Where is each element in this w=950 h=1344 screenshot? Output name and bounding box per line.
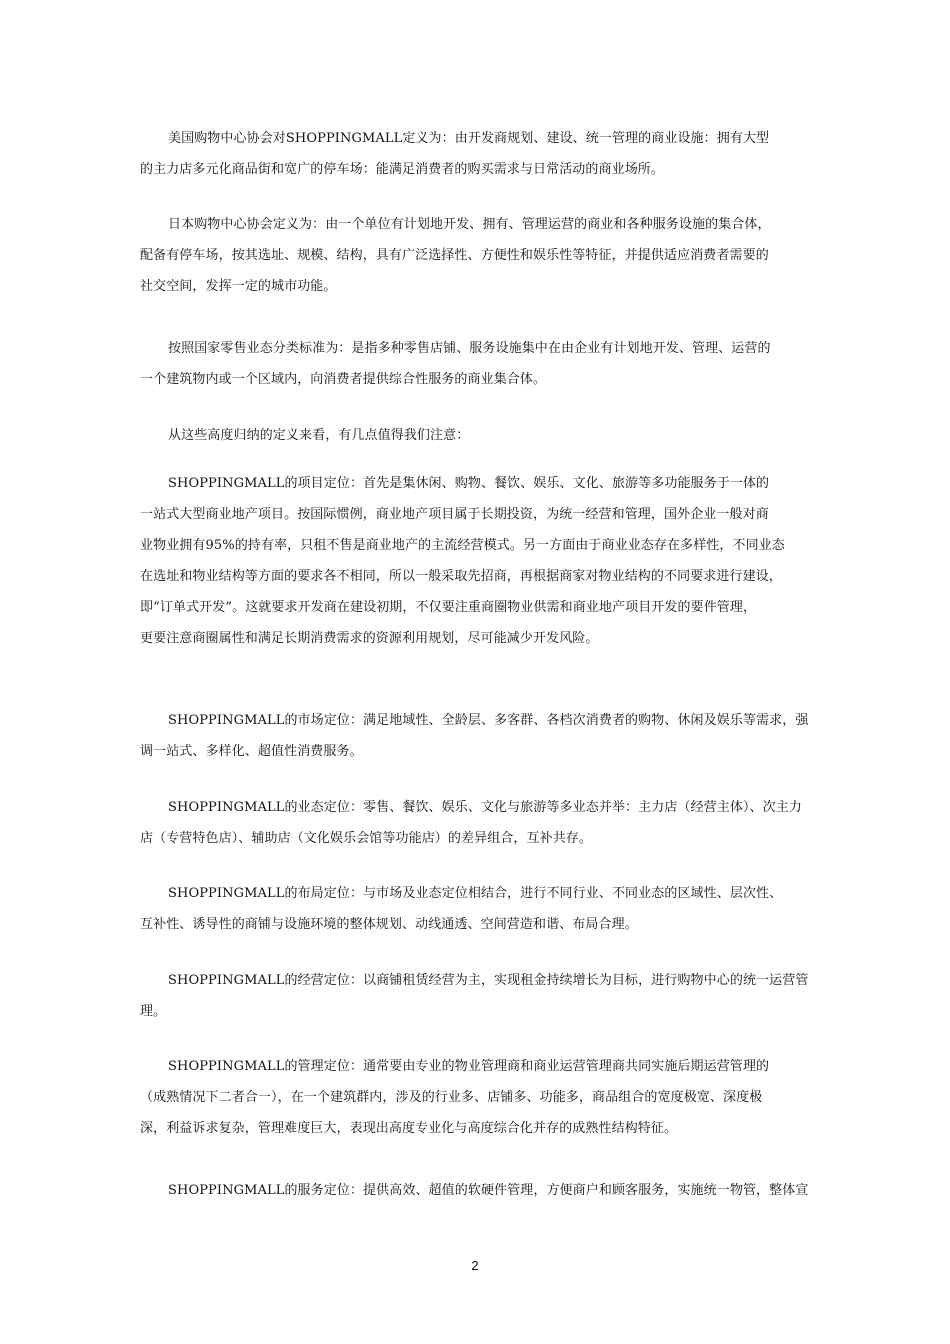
text-line: 社交空间，发挥一定的城市功能。 (140, 279, 337, 294)
paragraph-format-positioning (140, 792, 816, 854)
text-line: 互补性、诱导性的商铺与设施环境的整体规划、动线通透、空间营造和谐、布局合理。 (140, 917, 638, 932)
text-line: 更要注意商圈属性和满足长期消费需求的资源利用规划，尽可能减少开发风险。 (140, 631, 599, 646)
paragraph-market-positioning (140, 705, 816, 767)
text-line: SHOPPINGMALL的业态定位：零售、餐饮、娱乐、文化与旅游等多业态并举：主力店（经营主体）、次主力 (168, 800, 802, 815)
text-line: 即“订单式开发”。这就要求开发商在建设初期，不仅要注重商圈物业供需和商业地产项目开发的要件管理， (140, 600, 757, 615)
text-line: 的主力店多元化商品街和宽广的停车场：能满足消费者的购买需求与日常活动的商业场所。 (140, 162, 665, 177)
paragraph-definition-national-standard (140, 333, 816, 395)
text-line: 从这些高度归纳的定义来看，有几点值得我们注意： (168, 428, 470, 443)
text-line: 深，利益诉求复杂，管理难度巨大，表现出高度专业化与高度综合化并存的成熟性结构特征。 (140, 1121, 678, 1136)
text-line: 理。 (140, 1004, 167, 1019)
text-line: 按照国家零售业态分类标准为：是指多种零售店铺、服务设施集中在由企业有计划地开发、管理、运营的 (168, 341, 771, 356)
text-line: SHOPPINGMALL的市场定位：满足地域性、全龄层、多客群、各档次消费者的购物、休闲及娱乐等需求，强 (168, 713, 809, 728)
text-line: SHOPPINGMALL的项目定位：首先是集休闲、购物、餐饮、娱乐、文化、旅游等多功能服务于一体的 (168, 476, 770, 491)
paragraph-definition-usa (140, 123, 816, 185)
text-line: SHOPPINGMALL的管理定位：通常要由专业的物业管理商和商业运营管理商共同实施后期运营管理的 (168, 1059, 770, 1074)
paragraph-service-positioning (140, 1175, 816, 1206)
paragraph-project-positioning (140, 468, 816, 654)
text-line: 一站式大型商业地产项目。按国际惯例，商业地产项目属于长期投资，为统一经营和管理，国外企业一般对商 (140, 507, 769, 522)
paragraph-definition-japan (140, 209, 816, 302)
text-line: SHOPPINGMALL的经营定位：以商铺租赁经营为主，实现租金持续增长为目标，进行购物中心的统一运营管 (168, 973, 809, 988)
text-line: 一个建筑物内或一个区域内，向消费者提供综合性服务的商业集合体。 (140, 372, 547, 387)
text-line: 调一站式、多样化、超值性消费服务。 (140, 744, 363, 759)
text-line: 日本购物中心协会定义为：由一个单位有计划地开发、拥有、管理运营的商业和各种服务设施的集合体， (168, 217, 771, 232)
paragraph-operation-positioning (140, 965, 816, 1027)
paragraph-layout-positioning (140, 878, 816, 940)
text-line: 配备有停车场，按其选址、规模、结构，具有广泛选择性、方便性和娱乐性等特征，并提供适应消费者需要的 (140, 248, 769, 263)
text-line: 业物业拥有95%的持有率，只租不售是商业地产的主流经营模式。另一方面由于商业业态存在多样性，不同业态 (140, 538, 785, 553)
text-line: （成熟情况下二者合一），在一个建筑群内，涉及的行业多、店铺多、功能多，商品组合的宽度极宽、深度极 (140, 1090, 763, 1105)
text-line: SHOPPINGMALL的布局定位：与市场及业态定位相结合，进行不同行业、不同业态的区域性、层次性、 (168, 886, 783, 901)
paragraph-summary-intro (140, 420, 816, 451)
text-line: SHOPPINGMALL的服务定位：提供高效、超值的软硬件管理，方便商户和顾客服务，实施统一物管，整体宣 (168, 1183, 809, 1198)
text-line: 店（专营特色店）、辅助店（文化娱乐会馆等功能店）的差异组合，互补共存。 (140, 831, 593, 846)
page-number: 2 (471, 1258, 479, 1273)
text-line: 在选址和物业结构等方面的要求各不相同，所以一般采取先招商，再根据商家对物业结构的不同要求进行建设， (140, 569, 782, 584)
paragraph-management-positioning (140, 1051, 816, 1144)
text-line: 美国购物中心协会对SHOPPINGMALL定义为：由开发商规划、建设、统一管理的商业设施：拥有大型 (168, 131, 770, 146)
